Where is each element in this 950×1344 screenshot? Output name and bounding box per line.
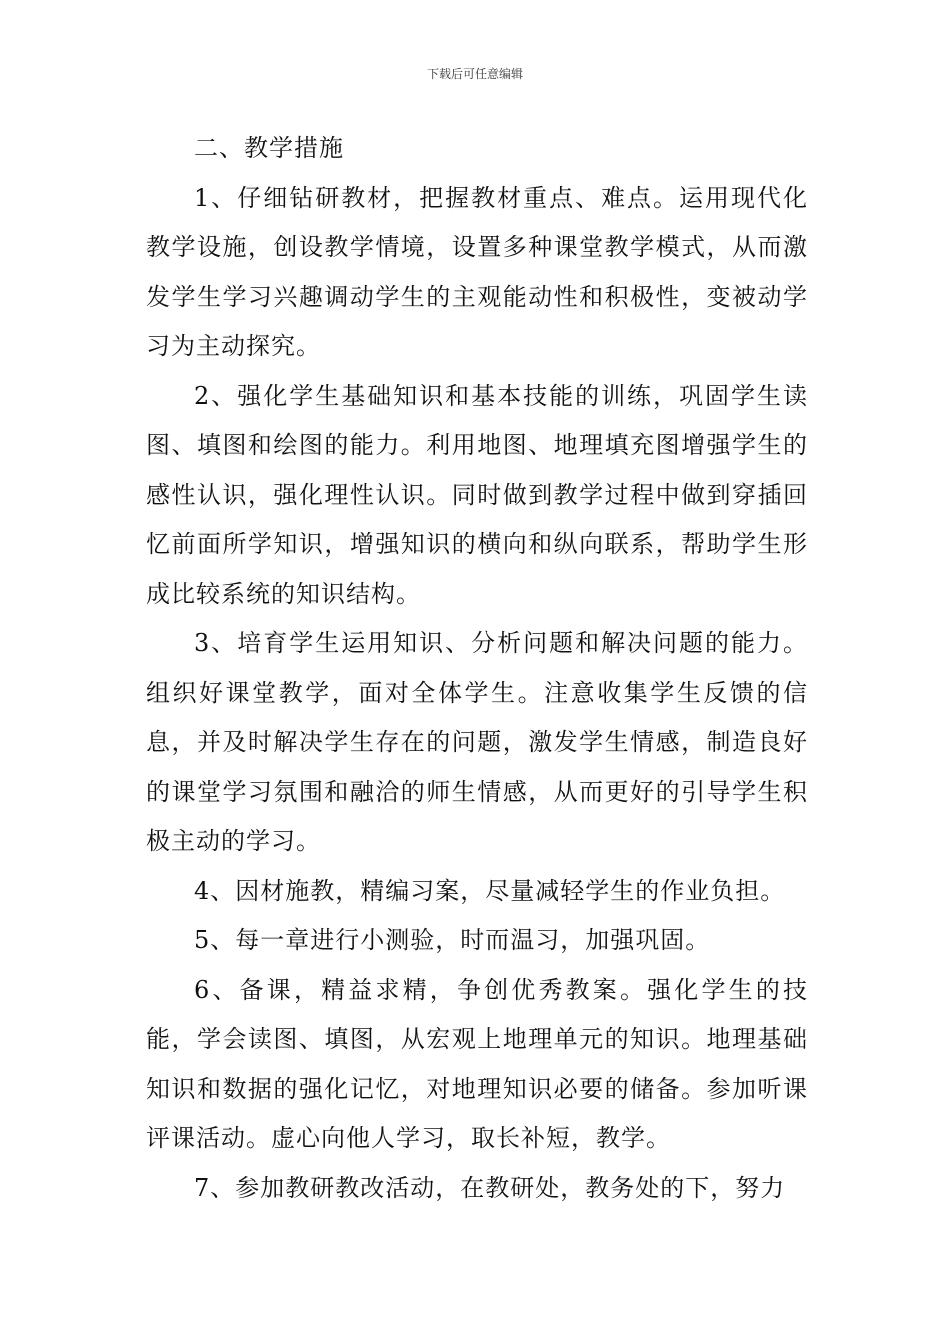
paragraph-1: 1、仔细钻研教材，把握教材重点、难点。运用现代化教学设施，创设教学情境，设置多种课堂教学模式，从而激发学生学习兴趣调动学生的主观能动性和积极性，变被动学习为主动探究。 (146, 183, 808, 360)
document-body (146, 124, 808, 1213)
paragraph-4: 4、因材施教，精编习案，尽量减轻学生的作业负担。 (194, 876, 786, 905)
page-header-note: 下载后可任意编辑 (426, 67, 523, 81)
paragraph-2: 2、强化学生基础知识和基本技能的训练，巩固学生读图、填图和绘图的能力。利用地图、地理填充图增强学生的感性认识，强化理性认识。同时做到教学过程中做到穿插回忆前面所学知识，增强知识的横向和纵向联系，帮助学生形成比较系统的知识结构。 (146, 381, 808, 608)
paragraph-5: 5、每一章进行小测验，时而温习，加强巩固。 (194, 926, 711, 954)
paragraph-7: 7、参加教研教改活动，在教研处，教务处的下，努力 (194, 1173, 786, 1202)
paragraph-6: 6、备课，精益求精，争创优秀教案。强化学生的技能，学会读图、填图，从宏观上地理单元的知识。地理基础知识和数据的强化记忆，对地理知识必要的储备。参加听课评课活动。虚心向他人学习，取长补短，教学。 (146, 975, 808, 1152)
paragraph-3: 3、培育学生运用知识、分析问题和解决问题的能力。组织好课堂教学，面对全体学生。注意收集学生反馈的信息，并及时解决学生存在的问题，激发学生情感，制造良好的课堂学习氛围和融洽的师生情感，从而更好的引导学生积极主动的学习。 (146, 629, 808, 855)
section-heading: 二、教学措施 (194, 134, 344, 162)
